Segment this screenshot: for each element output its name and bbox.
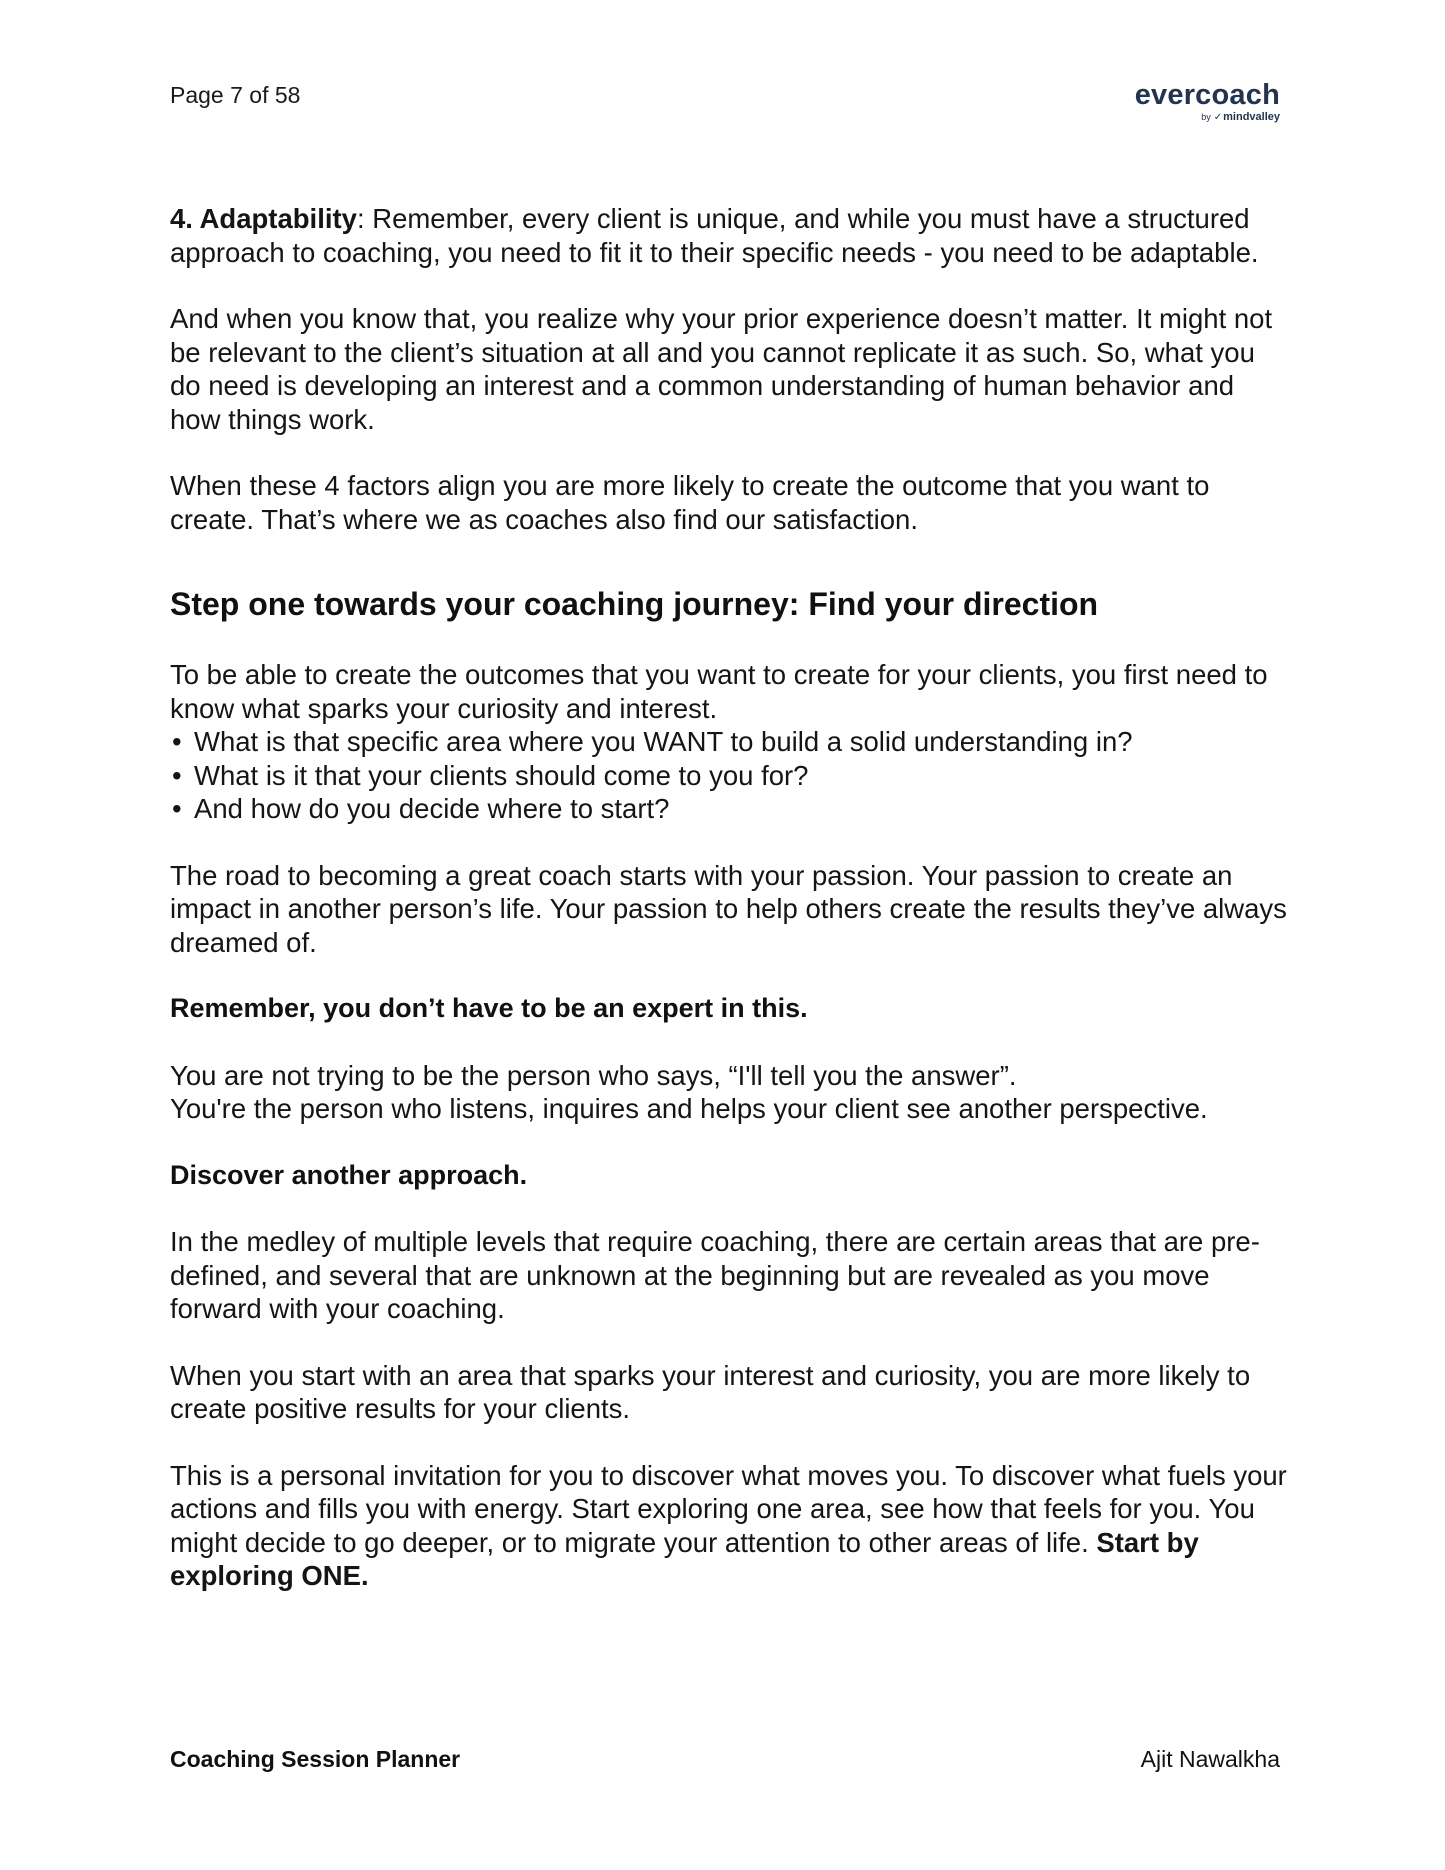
logo-wordmark: evercoach bbox=[1134, 79, 1280, 111]
answer-line-2: You're the person who listens, inquires and helps your client see another perspective. bbox=[170, 1093, 1208, 1124]
medley-paragraph: In the medley of multiple levels that require coaching, there are certain areas that are pre-defined, and several that are unknown at the beginning but are revealed as you move forward with your coaching. bbox=[170, 1226, 1260, 1324]
start-paragraph: When you start with an area that sparks your interest and curiosity, you are more likely to create positive results for your clients. bbox=[170, 1359, 1251, 1424]
bullet-icon: • bbox=[172, 726, 182, 757]
direction-intro-block bbox=[170, 658, 1290, 826]
footer-author: Ajit Nawalkha bbox=[1140, 1746, 1280, 1772]
footer-document-title: Coaching Session Planner bbox=[170, 1746, 461, 1772]
logo-brand: mindvalley bbox=[1223, 111, 1280, 123]
invitation-text: This is a personal invitation for you to discover what moves you. To discover what fuels your actions and fills you with energy. Start exploring one area, see how that feels for you. You might decide to go deeper, or to migrate your attention to other areas of life. bbox=[170, 1459, 1287, 1558]
bullet-text: What is it that your clients should come to you for? bbox=[194, 759, 809, 791]
bullet-item bbox=[170, 792, 1290, 826]
answer-paragraph bbox=[170, 1059, 1290, 1126]
bullet-item bbox=[170, 759, 1290, 793]
bullet-text: What is that specific area where you WANT to build a solid understanding in? bbox=[194, 726, 1133, 757]
logo-subline bbox=[1135, 111, 1280, 124]
section-heading: Step one towards your coaching journey: Find your direction bbox=[170, 586, 1099, 622]
expert-subheading: Remember, you don’t have to be an expert in this. bbox=[170, 993, 808, 1023]
experience-paragraph: And when you know that, you realize why your prior experience doesn’t matter. It might not be relevant to the client’s situation at all and you cannot replicate it as such. So, what you do need is developing an interest and a common understanding of human behavior and how things work. bbox=[170, 303, 1273, 435]
document-body bbox=[170, 202, 1290, 1626]
adaptability-label: 4. Adaptability bbox=[170, 203, 357, 234]
road-paragraph: The road to becoming a great coach starts with your passion. Your passion to create an impact in another person’s life. Your passion to help others create the results they’ve always dreamed of. bbox=[170, 859, 1287, 958]
discover-subheading: Discover another approach. bbox=[170, 1159, 528, 1190]
answer-line-1: You are not trying to be the person who says, “I'll tell you the answer”. bbox=[170, 1059, 1017, 1091]
bullet-item bbox=[170, 725, 1290, 759]
mindvalley-mark-icon: ✓ bbox=[1213, 112, 1223, 123]
evercoach-logo bbox=[1135, 80, 1280, 124]
adaptability-paragraph bbox=[170, 202, 1290, 269]
bullet-icon: • bbox=[172, 759, 182, 791]
adaptability-text: : Remember, every client is unique, and while you must have a structured approach to coaching, you need to fit it to their specific needs - you need to be adaptable. bbox=[170, 203, 1259, 268]
bullet-icon: • bbox=[172, 793, 182, 824]
bullet-text: And how do you decide where to start? bbox=[194, 793, 670, 824]
logo-by: by bbox=[1201, 112, 1211, 122]
factors-paragraph: When these 4 factors align you are more likely to create the outcome that you want to create. That’s where we as coaches also find our satisfaction. bbox=[170, 470, 1210, 535]
page-number: Page 7 of 58 bbox=[170, 82, 301, 108]
invitation-paragraph bbox=[170, 1459, 1290, 1593]
invitation-bold-text: Start by exploring ONE. bbox=[170, 1526, 1199, 1591]
intro-text: To be able to create the outcomes that you want to create for your clients, you first need to know what sparks your curiosity and interest. bbox=[170, 659, 1268, 724]
